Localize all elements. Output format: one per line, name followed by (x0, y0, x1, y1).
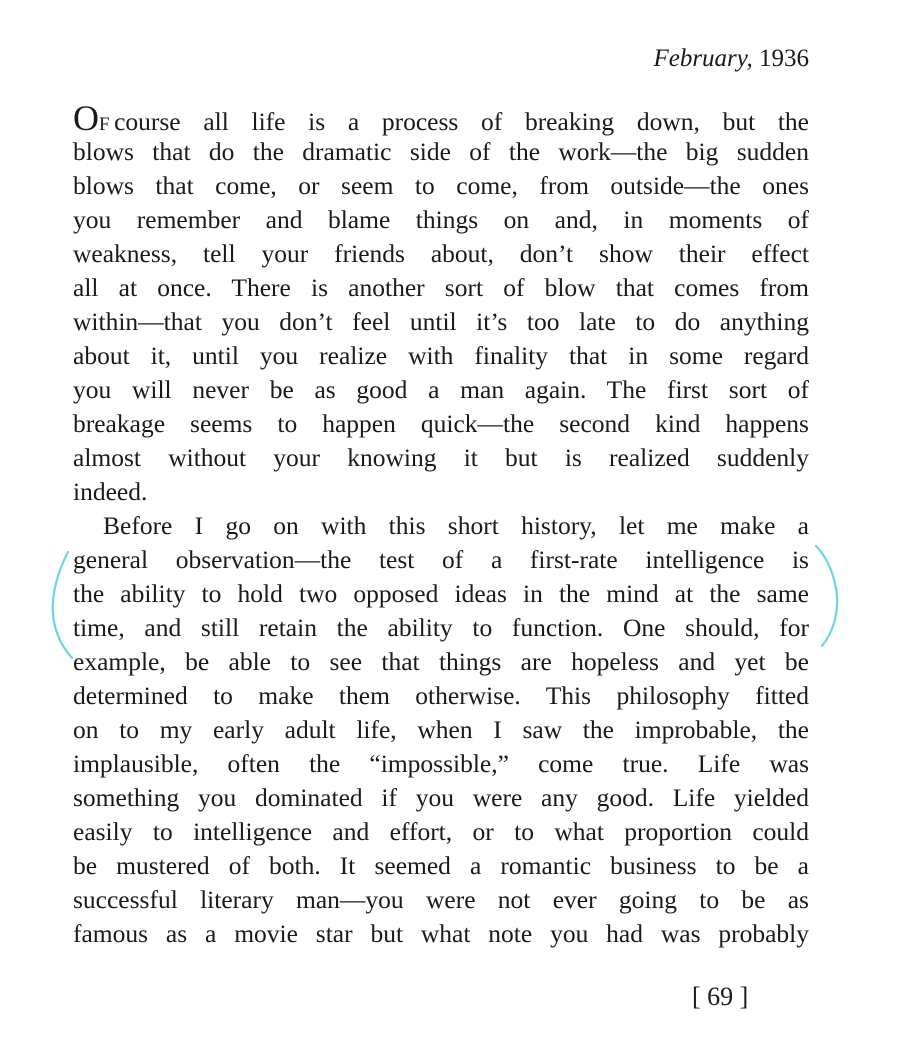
running-head-date (653, 42, 809, 76)
text-line: example, be able to see that things are hopeless and yet be (73, 647, 809, 676)
text-line: about it, until you realize with finality that in some regard (73, 341, 809, 370)
running-head-year: 1936 (759, 45, 809, 72)
text-line: Before I go on with this short history, let me make a (103, 511, 809, 540)
text-line: you remember and blame things on and, in moments of (73, 205, 809, 234)
page-number: [ 69 ] (692, 982, 749, 1011)
left-bracket-stroke (53, 552, 72, 658)
drop-cap-letter: O (73, 98, 99, 138)
text-line: blows that come, or seem to come, from outside—the ones (73, 171, 809, 200)
text-line: famous as a movie star but what note you had was probably (73, 919, 809, 948)
text-line: successful literary man—you were not ever going to be as (73, 885, 809, 914)
small-caps-letter: F (99, 114, 111, 135)
text-line-highlighted: the ability to hold two opposed ideas in the mind at the same (73, 579, 809, 608)
text-line: you will never be as good a man again. The first sort of (73, 375, 809, 404)
text-line: implausible, often the “impossible,” come true. Life was (73, 749, 809, 778)
text-line: OF course all life is a process of breaking down, but the (73, 98, 809, 138)
text-line: easily to intelligence and effort, or to what proportion could (73, 817, 809, 846)
text-line: within—that you don’t feel until it’s too late to do anything (73, 307, 809, 336)
text-line-highlighted: time, and still retain the ability to function. One should, for (73, 613, 809, 642)
paragraph-2 (73, 509, 809, 951)
text-line: breakage seems to happen quick—the second kind happens (73, 409, 809, 438)
right-bracket-stroke (816, 546, 837, 646)
body-text (73, 98, 809, 951)
text-line: blows that do the dramatic side of the work—the big sudden (73, 137, 809, 166)
text-line: almost without your knowing it but is realized suddenly (73, 443, 809, 472)
running-head-month: February, (653, 45, 753, 72)
text-line: on to my early adult life, when I saw the improbable, the (73, 715, 809, 744)
text-line: weakness, tell your friends about, don’t show their effect (73, 239, 809, 268)
text-line-highlighted: general observation—the test of a first-rate intelligence is (73, 545, 809, 574)
text-line: something you dominated if you were any good. Life yielded (73, 783, 809, 812)
text-line: all at once. There is another sort of blow that comes from (73, 273, 809, 302)
text-line: be mustered of both. It seemed a romantic business to be a (73, 851, 809, 880)
paragraph-1 (73, 98, 809, 509)
text-line: indeed. (73, 477, 148, 506)
text-line: determined to make them otherwise. This philosophy fitted (73, 681, 809, 710)
